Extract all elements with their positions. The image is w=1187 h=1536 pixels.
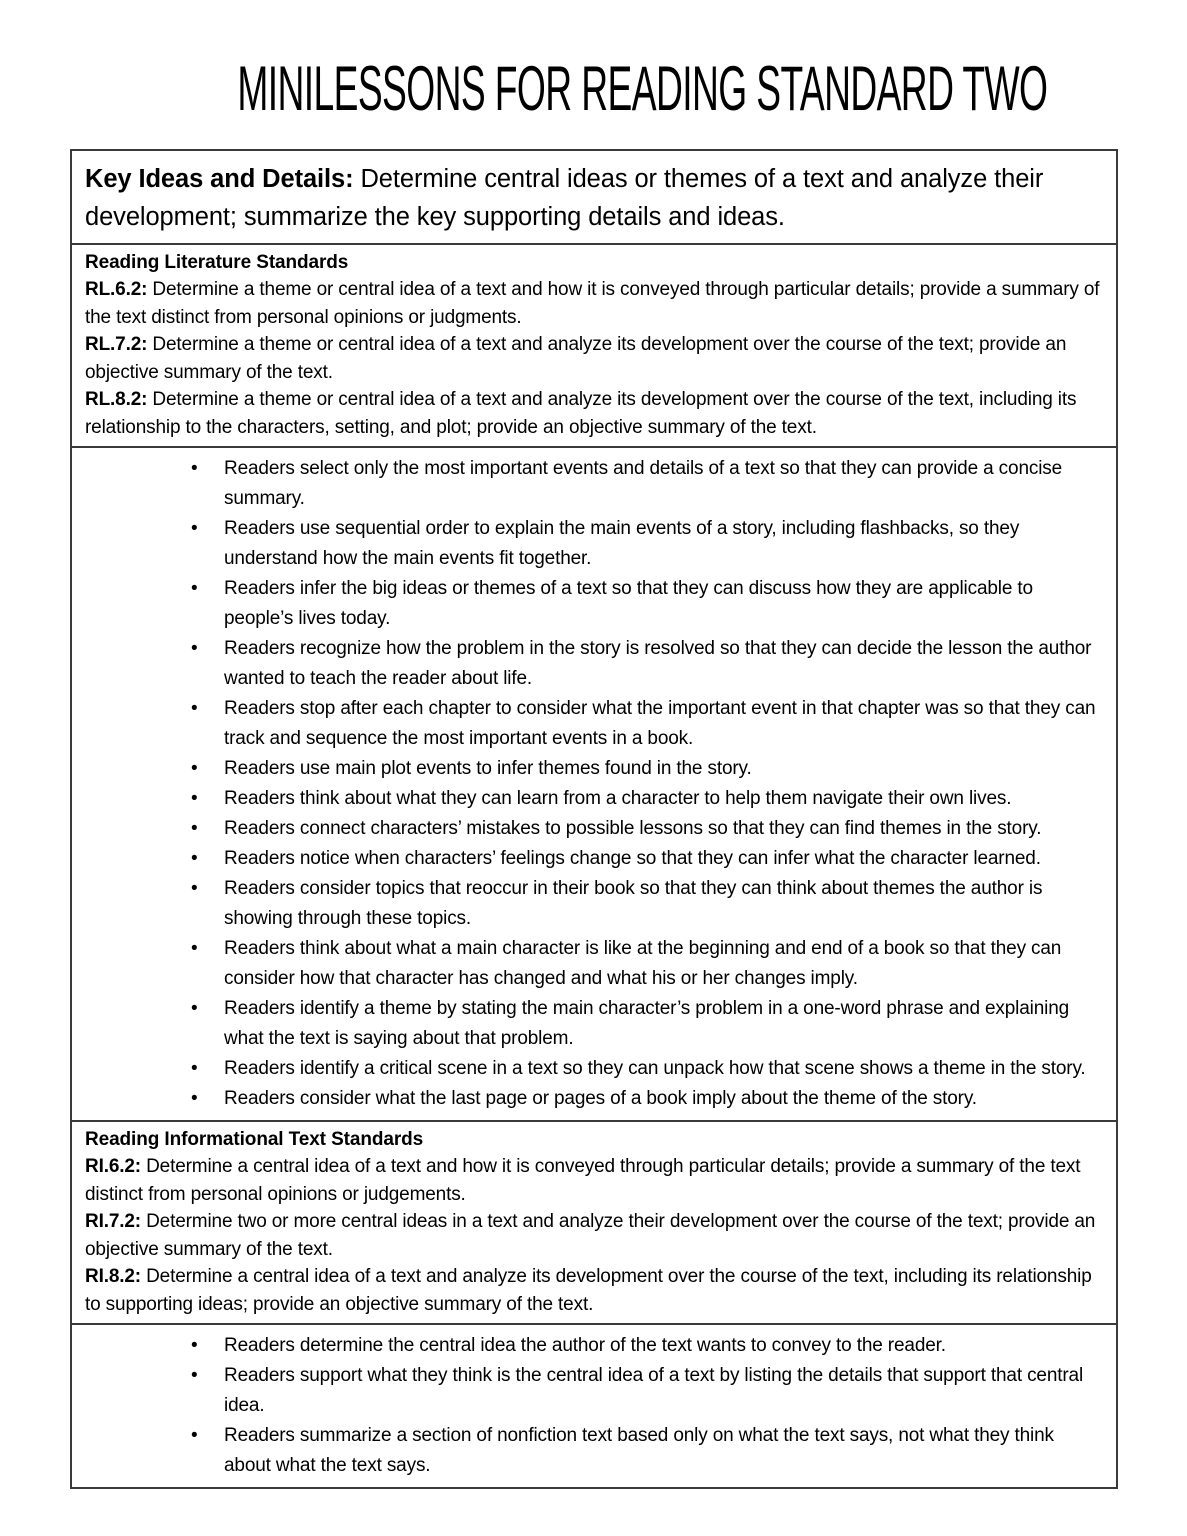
literature-minilessons-row [72, 448, 1116, 1122]
standard-text: Determine a central idea of a text and analyze its development over the course of the text, including its relationship to supporting ideas; provide an objective summary of the text. [85, 1266, 1092, 1315]
standard-text: Determine a central idea of a text and how it is conveyed through particular details; provide a summary of the text distinct from personal opinions or judgements. [85, 1156, 1081, 1205]
list-item-text: Readers select only the most important events and details of a text so that they can provide a concise summary. [224, 458, 1063, 509]
bullet-icon: • [191, 698, 198, 719]
list-item-text: Readers use main plot events to infer themes found in the story. [224, 758, 752, 779]
bullet-icon: • [191, 1058, 198, 1079]
list-item [72, 454, 1102, 514]
key-ideas-header-row [72, 151, 1116, 245]
bullet-icon: • [191, 458, 198, 479]
standard-rl-6-2 [85, 276, 1106, 331]
standards-table [70, 149, 1118, 1489]
list-item-text: Readers consider topics that reoccur in their book so that they can think about themes the author is showing through these topics. [224, 878, 1043, 929]
bullet-icon: • [191, 848, 198, 869]
list-item-text: Readers recognize how the problem in the story is resolved so that they can decide the lesson the author wanted to teach the reader about life. [224, 638, 1092, 689]
bullet-icon: • [191, 1425, 198, 1446]
key-ideas-header-text [85, 160, 1104, 236]
reading-informational-heading: Reading Informational Text Standards [85, 1129, 424, 1150]
standard-code: RI.8.2: [85, 1266, 141, 1287]
list-item [72, 634, 1102, 694]
reading-informational-standards-row [72, 1122, 1116, 1325]
bullet-icon: • [191, 578, 198, 599]
standard-code: RL.8.2: [85, 389, 148, 410]
bullet-icon: • [191, 1088, 198, 1109]
standard-ri-8-2 [85, 1263, 1106, 1318]
bullet-icon: • [191, 938, 198, 959]
standard-code: RI.6.2: [85, 1156, 141, 1177]
bullet-icon: • [191, 638, 198, 659]
bullet-icon: • [191, 818, 198, 839]
bullet-icon: • [191, 1335, 198, 1356]
list-item [72, 874, 1102, 934]
standard-code: RI.7.2: [85, 1211, 141, 1232]
standard-text: Determine a theme or central idea of a text and how it is conveyed through particular details; provide a summary of the text distinct from personal opinions or judgments. [85, 279, 1100, 328]
bullet-icon: • [191, 788, 198, 809]
reading-literature-heading: Reading Literature Standards [85, 252, 349, 273]
standard-code: RL.7.2: [85, 334, 148, 355]
list-item-text: Readers support what they think is the central idea of a text by listing the details that support that central idea. [224, 1365, 1084, 1416]
list-item [72, 574, 1102, 634]
list-item [72, 1084, 1102, 1114]
list-item-text: Readers stop after each chapter to consider what the important event in that chapter was so that they can track and sequence the most important events in a book. [224, 698, 1096, 749]
page-title: MINILESSONS FOR READING STANDARD TWO [237, 53, 1048, 125]
list-item [72, 814, 1102, 844]
list-item-text: Readers identify a theme by stating the main character’s problem in a one-word phrase and explaining what the text is saying about that problem. [224, 998, 1070, 1049]
reading-literature-standards-row [72, 245, 1116, 448]
list-item-text: Readers determine the central idea the author of the text wants to convey to the reader. [224, 1335, 946, 1356]
list-item-text: Readers summarize a section of nonfiction text based only on what the text says, not what they think about what the text says. [224, 1425, 1054, 1476]
standard-code: RL.6.2: [85, 279, 148, 300]
list-item [72, 1054, 1102, 1084]
list-item-text: Readers notice when characters’ feelings change so that they can infer what the character learned. [224, 848, 1041, 869]
list-item [72, 784, 1102, 814]
standard-text: Determine two or more central ideas in a text and analyze their development over the course of the text; provide an objective summary of the text. [85, 1211, 1096, 1260]
informational-minilessons-row [72, 1325, 1116, 1487]
list-item-text: Readers think about what a main character is like at the beginning and end of a book so that they can consider how that character has changed and what his or her changes imply. [224, 938, 1062, 989]
list-item [72, 694, 1102, 754]
list-item [72, 754, 1102, 784]
key-ideas-label: Key Ideas and Details: [85, 165, 354, 193]
bullet-icon: • [191, 878, 198, 899]
list-item [72, 1361, 1102, 1421]
bullet-icon: • [191, 1365, 198, 1386]
key-ideas-description: Determine central ideas or themes of a text and analyze their development; summarize the key supporting details and ideas. [85, 165, 1044, 231]
list-item-text: Readers use sequential order to explain the main events of a story, including flashbacks, so they understand how the main events fit together. [224, 518, 1020, 569]
standard-rl-8-2 [85, 386, 1106, 441]
list-item-text: Readers consider what the last page or pages of a book imply about the theme of the story. [224, 1088, 977, 1109]
list-item [72, 994, 1102, 1054]
standard-ri-6-2 [85, 1153, 1106, 1208]
list-item-text: Readers think about what they can learn from a character to help them navigate their own lives. [224, 788, 1012, 809]
literature-minilessons-list [72, 454, 1102, 1114]
standard-text: Determine a theme or central idea of a text and analyze its development over the course of the text, including its relationship to the characters, setting, and plot; provide an objective summary of the text. [85, 389, 1077, 438]
list-item-text: Readers identify a critical scene in a text so they can unpack how that scene shows a theme in the story. [224, 1058, 1086, 1079]
list-item [72, 514, 1102, 574]
list-item [72, 1331, 1102, 1361]
bullet-icon: • [191, 998, 198, 1019]
standard-rl-7-2 [85, 331, 1106, 386]
standard-ri-7-2 [85, 1208, 1106, 1263]
bullet-icon: • [191, 758, 198, 779]
standard-text: Determine a theme or central idea of a text and analyze its development over the course of the text; provide an objective summary of the text. [85, 334, 1067, 383]
list-item [72, 1421, 1102, 1481]
informational-minilessons-list [72, 1331, 1102, 1481]
list-item [72, 934, 1102, 994]
bullet-icon: • [191, 518, 198, 539]
list-item-text: Readers connect characters’ mistakes to possible lessons so that they can find themes in the story. [224, 818, 1042, 839]
list-item [72, 844, 1102, 874]
list-item-text: Readers infer the big ideas or themes of a text so that they can discuss how they are applicable to people’s lives today. [224, 578, 1033, 629]
